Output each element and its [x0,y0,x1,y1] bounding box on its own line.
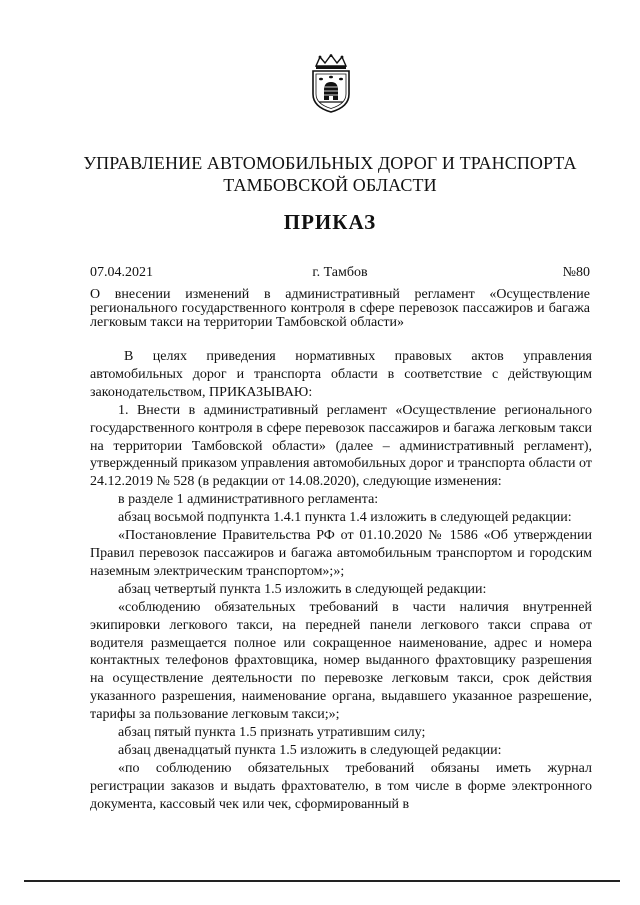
organization-name-line-2: ТАМБОВСКОЙ ОБЛАСТИ [223,175,437,195]
body-paragraph: «по соблюдению обязательных требований обязаны иметь журнал регистрации заказов и выдать фрахтователю, в том числе в форме электронного документа, кассовый чек или чек, сформированный в [90,760,592,812]
document-number: №80 [562,265,590,280]
page-bottom-rule [24,880,620,882]
body-paragraph: абзац четвертый пункта 1.5 изложить в следующей редакции: [118,581,487,597]
document-type-title: ПРИКАЗ [283,210,377,234]
body-paragraph: «Постановление Правительства РФ от 01.10.2020 № 1586 «Об утверждении Правил перевозок пассажиров и багажа автомобильным транспортом и городским наземным электрическим транспортом»;»; [90,528,592,579]
document-subject: О внесении изменений в административный регламент «Осуществление регионального государственного контроля в сфере перевозок пассажиров и багажа легковым такси на территории Тамбовской области» [90,287,590,330]
body-paragraph: 1. Внести в административный регламент «Осуществление регионального государственного контроля в сфере перевозок пассажиров и багажа легковым такси на территории Тамбовской области» (далее – административный регламент), утвержденный приказом управления автомобильных дорог и транспорта области от 24.12.2019 № 528 (в редакции от 14.08.2020), следующие изменения: [90,402,592,490]
body-paragraph: В целях приведения нормативных правовых актов управления автомобильных дорог и транспорта области в соответствие с действующим законодательством, ПРИКАЗЫВАЮ: [90,349,592,400]
body-paragraph: «соблюдению обязательных требований в части наличия внутренней экипировки легкового такси, на передней панели легкового такси справа от водителя размещается полное или сокращенное наименование, адрес и номера контактных телефонов фрахтовщика, номер выданного фрахтовщику разрешения на осуществление деятельности по перевозке легковым такси, срок действия указанного разрешения, наименование органа, выдавшего указанное разрешение, тарифы за пользование легковым такси;»; [90,599,592,723]
body-paragraph: абзац восьмой подпункта 1.4.1 пункта 1.4 изложить в следующей редакции: [118,510,572,526]
document-city: г. Тамбов [312,265,368,280]
organization-name-line-1: УПРАВЛЕНИЕ АВТОМОБИЛЬНЫХ ДОРОГ И ТРАНСПОРТА [83,153,577,173]
body-paragraph: в разделе 1 административного регламента: [118,492,379,508]
document-date: 07.04.2021 [90,265,153,280]
body-paragraph: абзац двенадцатый пункта 1.5 изложить в следующей редакции: [118,742,502,758]
coat-of-arms-icon [306,54,356,114]
document-body [90,348,592,814]
body-paragraph: абзац пятый пункта 1.5 признать утратившим силу; [118,725,426,741]
